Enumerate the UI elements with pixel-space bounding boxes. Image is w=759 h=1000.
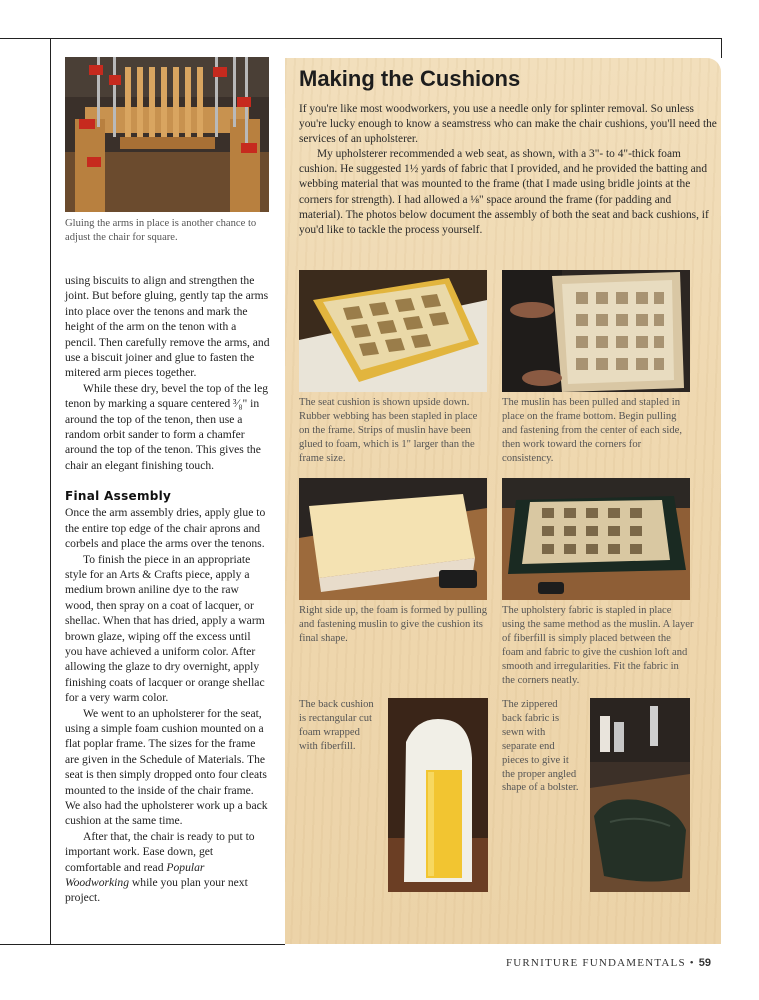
- paragraph: [65, 829, 270, 906]
- photo-caption: Right side up, the foam is formed by pulling and fastening muslin to give the cushion its final shape.: [299, 605, 488, 644]
- paragraph: using biscuits to align and strengthen the joint. But before gluing, gently tap the arms into place over the tenons and mark the height of the arm on the tenon with a pencil. Then carefully remove the arms, and use a biscuit joiner and glue to fasten the mitered arm pieces together.: [65, 274, 270, 380]
- chair-gluing-photo: [65, 57, 269, 212]
- footer-separator: •: [689, 957, 695, 969]
- muslin-stapled-photo: [502, 270, 690, 392]
- paragraph: My upholsterer recommended a web seat, as shown, with a 3"- to 4"-thick foam cushion. He suggested 1½ yards of fabric that I provided, and he provided the batting and webbing material that was mounted to the frame (that I made using bridle joints at the corners for strength). I had allowed a ⅛" space around the frame (for padding and material). The photos below document the assembly of both the seat and back cushions, if you'd like to tackle the process yourself.: [299, 148, 709, 236]
- right-rule: [721, 38, 722, 58]
- foam-cushion-photo: [299, 478, 487, 600]
- upholstery-fabric-photo: [502, 478, 690, 600]
- top-rule: [0, 38, 722, 39]
- sidebar-panel: [285, 58, 721, 944]
- photo-caption: The muslin has been pulled and stapled in place on the frame bottom. Begin pulling and fastening from the center of each side, then work toward the corners for consistency.: [502, 397, 683, 464]
- column-rule: [50, 38, 51, 944]
- sidebar-title: Making the Cushions: [299, 66, 521, 91]
- back-cushion-foam-photo: [388, 698, 488, 892]
- paragraph: If you're like most woodworkers, you use a needle only for splinter removal. So unless you're lucky enough to know a seamstress who can make the chair cushions, you'll need the services of an upholsterer.: [299, 103, 717, 146]
- section-heading: Final Assembly: [65, 489, 172, 504]
- section-name: FURNITURE FUNDAMENTALS: [505, 957, 686, 969]
- paragraph: To finish the piece in an appropriate style for an Arts & Crafts piece, apply a medium brown aniline dye to the raw wood, then spray on a coat of lacquer, or shellac. When that has dried, apply a warm brown glaze, wiping off the excess until you have achieved a uniform color. After allowing the glaze to dry overnight, apply finishing coats of lacquer or orange shellac for a very warm color.: [65, 552, 265, 705]
- text-run: while you plan your next project.: [65, 876, 248, 905]
- text-run: After that, the chair is ready to put to important work. Ease down, get comfortable and read: [65, 829, 255, 874]
- paragraph: We went to an upholsterer for the seat, using a simple foam cushion mounted on a flat poplar frame. The sizes for the frame are given in the Schedule of Materials. The seat is then simply dropped onto four cleats mounted to the inside of the chair frame. We also had the upholsterer work up a back cushion at the same time.: [65, 706, 268, 828]
- photo-caption: The seat cushion is shown upside down. Rubber webbing has been stapled in place on the frame. Strips of muslin have been glued to foam, which is 1" larger than the frame size.: [299, 397, 478, 464]
- photo-caption: The back cushion is rectangular cut foam wrapped with fiberfill.: [299, 699, 374, 752]
- paragraph: While these dry, bevel the top of the leg tenon by marking a square centered ³⁄₈" in around the top of the tenon, then use a random orbit sander to form a chamfer around the top of the tenon. This gives the chair an elegant finishing touch.: [65, 381, 269, 472]
- photo-caption: The zippered back fabric is sewn with separate end pieces to give it the proper angled shape of a bolster.: [502, 699, 579, 794]
- sidebar-intro: [299, 102, 717, 238]
- left-column: [65, 273, 270, 906]
- magazine-title: Popular Woodworking: [65, 860, 205, 890]
- seat-upside-down-photo: [299, 270, 487, 392]
- photo-caption: The upholstery fabric is stapled in place using the same method as the muslin. A layer of fiberfill is simply placed between the foam and fabric to give the cushion loft and smooth and irregularities. Fit the fabric in the corners neatly.: [502, 605, 694, 686]
- paragraph: Once the arm assembly dries, apply glue to the entire top edge of the chair aprons and corbels and place the arms over the tenons.: [65, 506, 266, 551]
- zippered-back-fabric-photo: [590, 698, 690, 892]
- page-number: 59: [698, 957, 711, 969]
- page-footer: [506, 957, 711, 969]
- bottom-rule: [0, 944, 285, 945]
- chair-gluing-caption: Gluing the arms in place is another chance to adjust the chair for square.: [65, 218, 257, 243]
